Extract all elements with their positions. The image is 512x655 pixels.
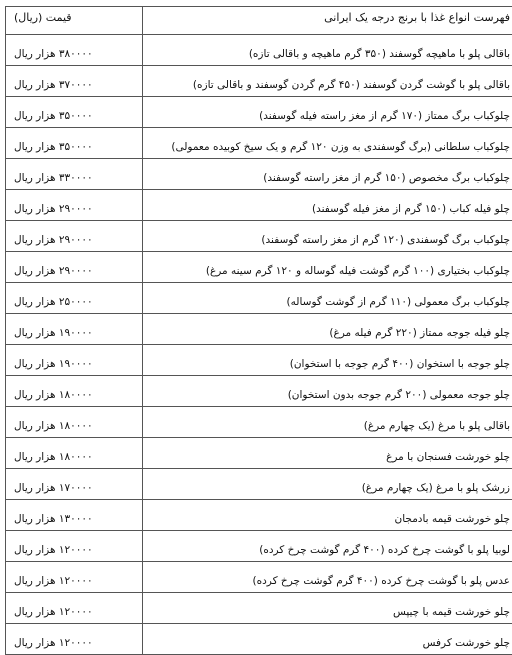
table-row	[6, 221, 512, 252]
table-row	[6, 283, 512, 314]
food-name-cell: عدس پلو با گوشت چرخ کرده (۴۰۰ گرم گوشت چرخ کرده)	[143, 562, 512, 593]
table-row	[6, 438, 512, 469]
food-name-cell: زرشک پلو با مرغ (یک چهارم مرغ)	[143, 469, 512, 500]
food-name-cell: چلوکباب بختیاری (۱۰۰ گرم گوشت فیله گوساله و ۱۲۰ گرم سینه مرغ)	[143, 252, 512, 283]
table-row	[6, 252, 512, 283]
price-cell: ۱۲۰۰۰۰ هزار ریال	[6, 593, 143, 624]
price-cell: ۲۹۰۰۰۰ هزار ریال	[6, 252, 143, 283]
price-cell: ۳۸۰۰۰۰ هزار ریال	[6, 35, 143, 66]
food-name-cell: چلوکباب برگ گوسفندی (۱۲۰ گرم از مغز راسته گوسفند)	[143, 221, 512, 252]
price-cell: ۱۸۰۰۰۰ هزار ریال	[6, 407, 143, 438]
table-row	[6, 97, 512, 128]
price-cell: ۱۸۰۰۰۰ هزار ریال	[6, 438, 143, 469]
food-name-cell: باقالی پلو با مرغ (یک چهارم مرغ)	[143, 407, 512, 438]
table-row	[6, 469, 512, 500]
food-name-cell: چلوکباب سلطانی (برگ گوسفندی به وزن ۱۲۰ گرم و یک سیخ کوبیده معمولی)	[143, 128, 512, 159]
food-name-cell: چلو فیله کباب (۱۵۰ گرم از مغز فیله گوسفند)	[143, 190, 512, 221]
table-row	[6, 66, 512, 97]
price-cell: ۳۵۰۰۰۰ هزار ریال	[6, 128, 143, 159]
table-row	[6, 190, 512, 221]
table-row	[6, 593, 512, 624]
table-row	[6, 407, 512, 438]
food-name-cell: چلو خورشت قیمه با چیپس	[143, 593, 512, 624]
food-price-table-body	[6, 7, 512, 655]
price-cell: ۲۹۰۰۰۰ هزار ریال	[6, 190, 143, 221]
price-cell: ۱۸۰۰۰۰ هزار ریال	[6, 376, 143, 407]
price-cell: ۳۵۰۰۰۰ هزار ریال	[6, 97, 143, 128]
food-name-cell: چلوکباب برگ ممتاز (۱۷۰ گرم از مغز راسته فیله گوسفند)	[143, 97, 512, 128]
price-cell: ۱۹۰۰۰۰ هزار ریال	[6, 345, 143, 376]
food-name-cell: چلو جوجه معمولی (۲۰۰ گرم جوجه بدون استخوان)	[143, 376, 512, 407]
table-row	[6, 35, 512, 66]
food-name-cell: چلو خورشت کرفس	[143, 624, 512, 655]
food-name-cell: چلوکباب برگ معمولی (۱۱۰ گرم از گوشت گوساله)	[143, 283, 512, 314]
food-price-table	[5, 6, 512, 655]
food-name-cell: چلو خورشت فسنجان با مرغ	[143, 438, 512, 469]
table-row	[6, 159, 512, 190]
price-cell: ۱۳۰۰۰۰ هزار ریال	[6, 500, 143, 531]
table-header-row	[6, 7, 512, 35]
header-price: قیمت (ریال)	[6, 7, 143, 35]
food-name-cell: چلوکباب برگ مخصوص (۱۵۰ گرم از مغز راسته گوسفند)	[143, 159, 512, 190]
price-cell: ۱۷۰۰۰۰ هزار ریال	[6, 469, 143, 500]
table-row	[6, 345, 512, 376]
food-name-cell: لوبیا پلو با گوشت چرخ کرده (۴۰۰ گرم گوشت چرخ کرده)	[143, 531, 512, 562]
header-food-name: فهرست انواع غذا با برنج درجه یک ایرانی	[143, 7, 512, 35]
table-row	[6, 128, 512, 159]
price-cell: ۱۲۰۰۰۰ هزار ریال	[6, 531, 143, 562]
price-cell: ۲۹۰۰۰۰ هزار ریال	[6, 221, 143, 252]
table-row	[6, 314, 512, 345]
price-cell: ۳۷۰۰۰۰ هزار ریال	[6, 66, 143, 97]
price-cell: ۲۵۰۰۰۰ هزار ریال	[6, 283, 143, 314]
table-row	[6, 376, 512, 407]
price-cell: ۱۹۰۰۰۰ هزار ریال	[6, 314, 143, 345]
food-name-cell: باقالی پلو با ماهیچه گوسفند (۳۵۰ گرم ماهیچه و باقالی تازه)	[143, 35, 512, 66]
table-row	[6, 624, 512, 655]
table-row	[6, 562, 512, 593]
price-cell: ۳۳۰۰۰۰ هزار ریال	[6, 159, 143, 190]
price-cell: ۱۲۰۰۰۰ هزار ریال	[6, 624, 143, 655]
table-row	[6, 531, 512, 562]
price-cell: ۱۲۰۰۰۰ هزار ریال	[6, 562, 143, 593]
food-name-cell: چلو فیله جوجه ممتاز (۲۲۰ گرم فیله مرغ)	[143, 314, 512, 345]
table-row	[6, 500, 512, 531]
food-name-cell: باقالی پلو با گوشت گردن گوسفند (۴۵۰ گرم گردن گوسفند و باقالی تازه)	[143, 66, 512, 97]
food-name-cell: چلو خورشت قیمه بادمجان	[143, 500, 512, 531]
food-name-cell: چلو جوجه با استخوان (۴۰۰ گرم جوجه با استخوان)	[143, 345, 512, 376]
